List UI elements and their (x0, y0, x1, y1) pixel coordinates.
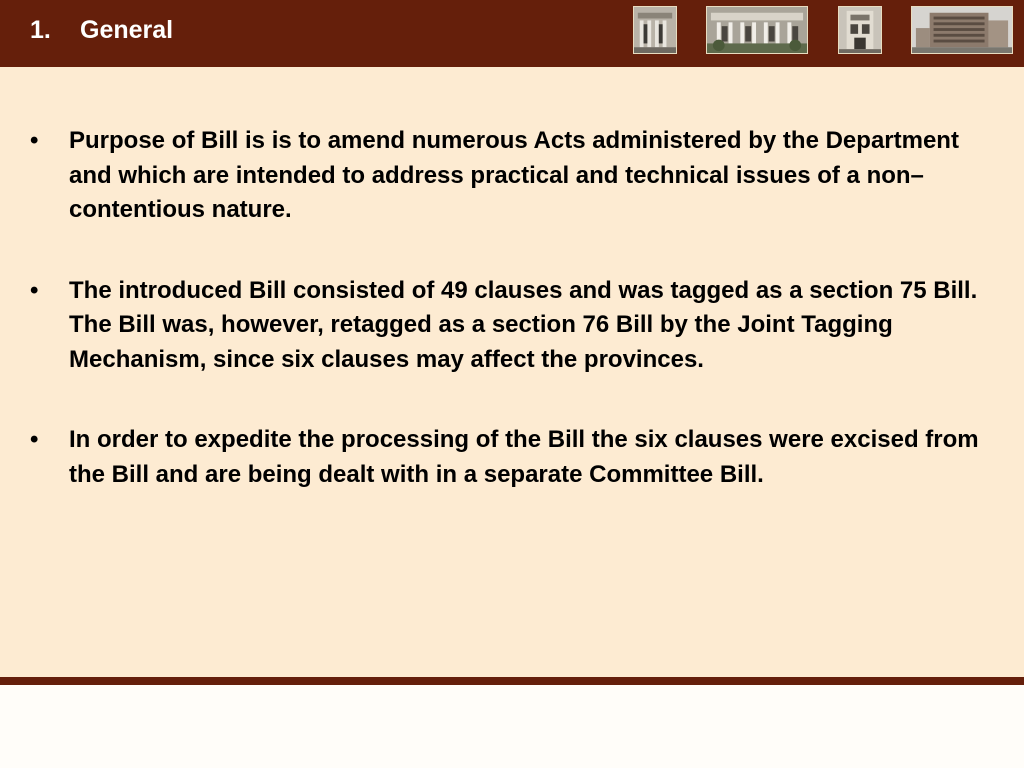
bullet-list (30, 124, 980, 538)
section-number: 1. (30, 16, 51, 44)
bullet-text: In order to expedite the processing of the Bill the six clauses were excised from the Bill and are being dealt with in a separate Committee Bill. (69, 426, 979, 488)
building-photo-1 (633, 6, 677, 54)
title-bar (0, 0, 1024, 67)
header-images (0, 6, 1024, 56)
bullet-dot: • (30, 426, 39, 453)
bullet-text: Purpose of Bill is is to amend numerous Acts administered by the Department and which are intended to address practical and technical issues of a non–contentious nature. (69, 127, 959, 223)
bullet-item (30, 274, 980, 378)
bullet-dot: • (30, 127, 39, 154)
building-photo-2 (706, 6, 808, 54)
bullet-item (30, 124, 980, 228)
bullet-dot: • (30, 276, 39, 304)
bullet-item (30, 423, 980, 492)
bullet-text: The introduced Bill consisted of 49 clauses and was tagged as a section 75 Bill. The Bill was, however, retagged as a section 76 Bill by the Joint Tagging Mechanism, since six clauses may affect the provinces. (69, 276, 978, 373)
bottom-rule (0, 677, 1024, 685)
building-photo-3 (838, 6, 882, 54)
section-title: General (80, 16, 174, 44)
building-photo-4 (911, 6, 1013, 54)
